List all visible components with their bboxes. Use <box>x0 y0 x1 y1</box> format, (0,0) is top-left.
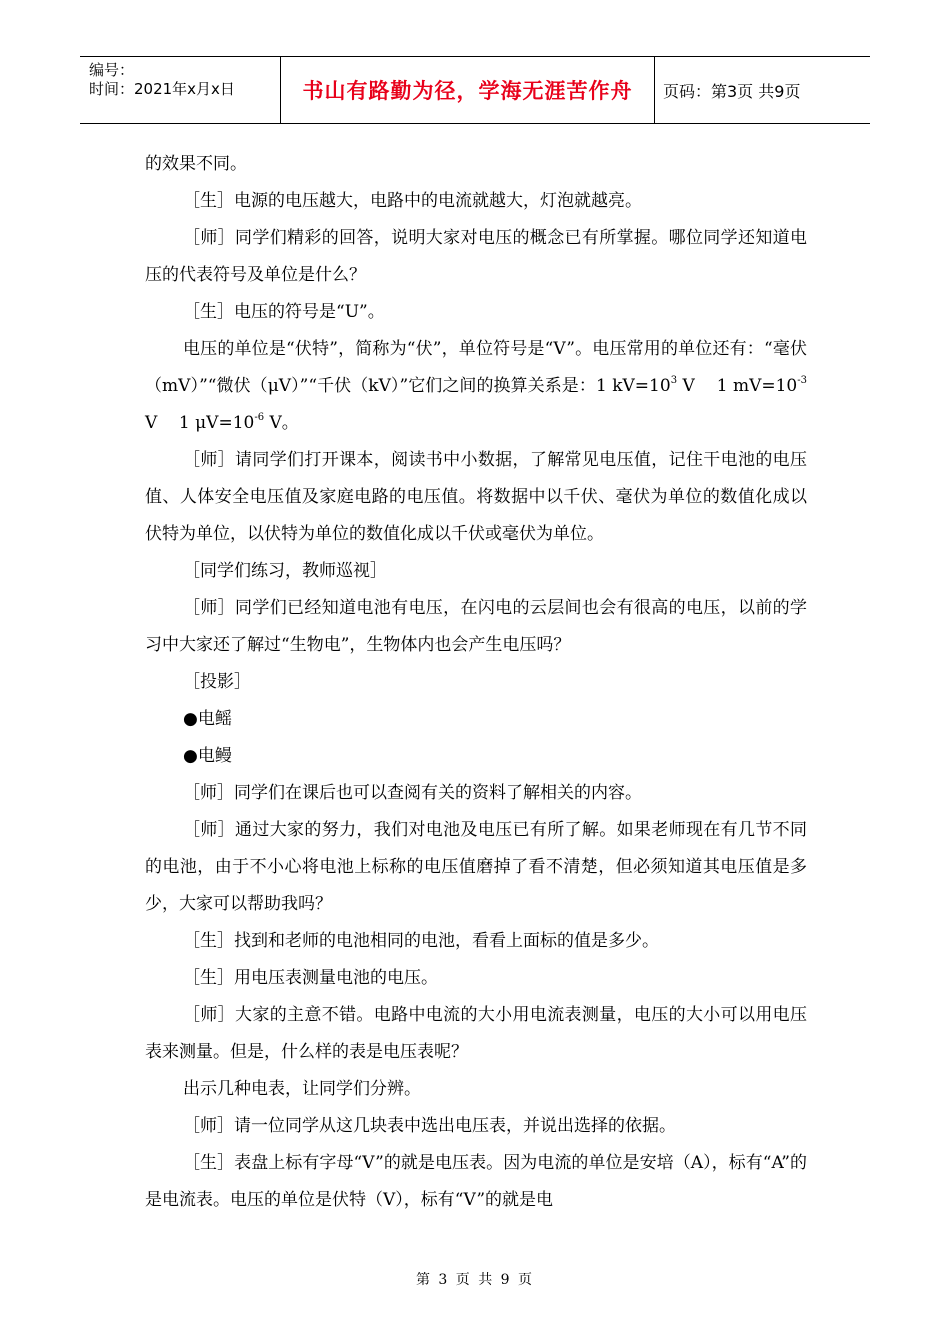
paragraph: ［师］请同学们打开课本，阅读书中小数据，了解常见电压值，记住干电池的电压值、人体安全电压值及家庭电路的电压值。将数据中以千伏、毫伏为单位的数值化成以伏特为单位，以伏特为单位的数值化成以千伏或毫伏为单位。 <box>145 450 807 544</box>
page-header <box>80 56 870 124</box>
page-footer: 第 3 页 共 9 页 <box>415 1272 535 1288</box>
paragraph: 出示几种电表，让同学们分辨。 <box>183 1079 421 1099</box>
date-line: 时间：2021年x月x日 <box>89 80 235 98</box>
formula-mv: 1 $mV=10^{-3}$ V <box>145 375 807 433</box>
header-motto: 书山有路勤为径，学海无涯苦作舟 <box>302 79 633 103</box>
header-meta <box>80 57 281 123</box>
paragraph: ［同学们练习，教师巡视］ <box>183 561 387 581</box>
paragraph: ［生］表盘上标有字母“V”的就是电压表。因为电流的单位是安培（A），标有“A”的是电流表。电压的单位是伏特（V），标有“V”的就是电 <box>145 1153 807 1210</box>
formula-kv: 1 $kV=10^3$ V <box>595 375 695 396</box>
doc-number-label: 编号： <box>89 61 135 79</box>
paragraph: ［师］同学们精彩的回答，说明大家对电压的概念已有所掌握。哪位同学还知道电压的代表符号及单位是什么？ <box>145 228 807 285</box>
paragraph: ［师］通过大家的努力，我们对电池及电压已有所了解。如果老师现在有几节不同的电池，由于不小心将电池上标称的电压值磨掉了看不清楚，但必须知道其电压值是多少，大家可以帮助我吗？ <box>145 820 807 914</box>
paragraph: ［师］同学们已经知道电池有电压，在闪电的云层间也会有很高的电压，以前的学习中大家还了解过“生物电”，生物体内也会产生电压吗？ <box>145 598 807 655</box>
formula-uv: 1 $\mu V=10^{-6}$ V。 <box>178 412 299 433</box>
bullet-item: ●电鳗 <box>183 746 232 766</box>
paragraph: ［师］同学们在课后也可以查阅有关的资料了解相关的内容。 <box>183 783 642 803</box>
header-motto-cell <box>281 57 655 123</box>
bullet-item: ●电鳐 <box>183 709 232 729</box>
paragraph: ［生］电源的电压越大，电路中的电流就越大，灯泡就越亮。 <box>183 191 642 211</box>
paragraph-text: 电压的单位是“伏特”，简称为“伏”，单位符号是“V”。电压常用的单位还有：“毫伏（mV）”“微伏（μV）”“千伏（kV）”它们之间的换算关系是： <box>145 339 807 396</box>
paragraph: ［生］找到和老师的电池相同的电池，看看上面标的值是多少。 <box>183 931 659 951</box>
paragraph: ［生］用电压表测量电池的电压。 <box>183 968 438 988</box>
paragraph: ［师］大家的主意不错。电路中电流的大小用电流表测量，电压的大小可以用电压表来测量。但是，什么样的表是电压表呢？ <box>145 1005 807 1062</box>
header-page-info-cell <box>655 57 870 123</box>
document-body <box>145 146 807 1219</box>
paragraph: ［生］电压的符号是“U”。 <box>183 302 385 322</box>
header-page-info: 页码：第3页 共9页 <box>663 81 801 101</box>
paragraph: ［投影］ <box>183 672 251 692</box>
paragraph: 的效果不同。 <box>145 154 247 174</box>
paragraph: ［师］请一位同学从这几块表中选出电压表，并说出选择的依据。 <box>183 1116 676 1136</box>
paragraph-voltage-units <box>145 331 807 442</box>
